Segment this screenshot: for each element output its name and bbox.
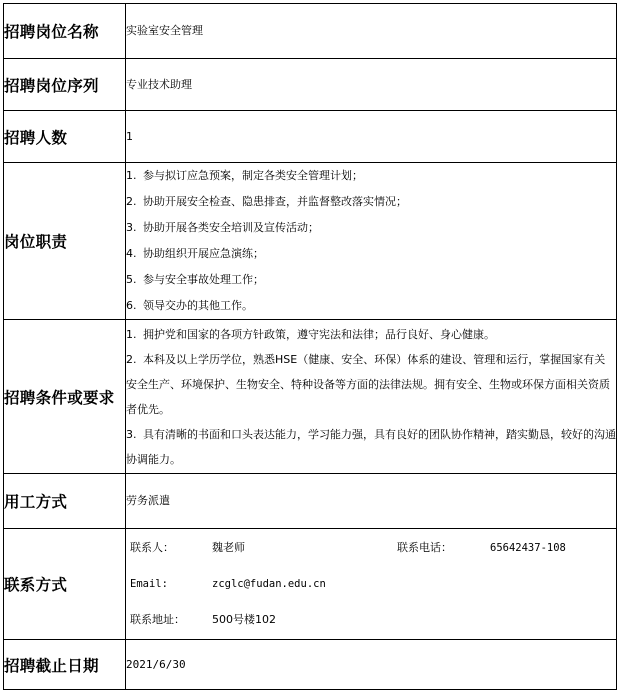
duty-item: 5. 参与安全事故处理工作； xyxy=(126,273,264,286)
contact-label: 联系方式 xyxy=(4,529,126,640)
duty-item: 2. 协助开展安全检查、隐患排查，并监督整改落实情况； xyxy=(126,195,407,208)
requirements-list xyxy=(126,320,617,474)
position-name-value: 实验室安全管理 xyxy=(126,4,617,59)
requirements-label: 招聘条件或要求 xyxy=(4,320,126,474)
headcount-value: 1 xyxy=(126,111,617,163)
row-contact xyxy=(4,529,617,640)
duties-label: 岗位职责 xyxy=(4,163,126,320)
contact-person-label: 联系人： xyxy=(130,541,174,554)
contact-address-label: 联系地址： xyxy=(130,613,185,626)
duty-item: 4. 协助组织开展应急演练； xyxy=(126,247,264,260)
job-posting-table xyxy=(3,3,617,690)
duty-item: 1. 参与拟订应急预案，制定各类安全管理计划； xyxy=(126,169,363,182)
duty-item: 3. 协助开展各类安全培训及宣传活动； xyxy=(126,221,319,234)
requirement-item: 2. 本科及以上学历学位，熟悉HSE（健康、安全、环保）体系的建设、管理和运行，掌握国家有关安全生产、环境保护、生物安全、特种设备等方面的法律法规。拥有安全、生物或环保方面相关资质者优先。 xyxy=(126,352,610,416)
position-name-label: 招聘岗位名称 xyxy=(4,4,126,59)
duties-list xyxy=(126,163,617,320)
row-position-series xyxy=(4,59,617,111)
employment-value: 劳务派遣 xyxy=(126,474,617,529)
contact-email: zcglc@fudan.edu.cn xyxy=(212,578,326,590)
contact-phone-label: 联系电话： xyxy=(397,541,452,554)
requirement-item: 3. 具有清晰的书面和口头表达能力，学习能力强，具有良好的团队协作精神，踏实勤恳，较好的沟通协调能力。 xyxy=(126,427,616,466)
position-series-value: 专业技术助理 xyxy=(126,59,617,111)
contact-address: 500号楼102 xyxy=(212,613,276,626)
duty-item: 6. 领导交办的其他工作。 xyxy=(126,299,253,312)
row-requirements xyxy=(4,320,617,474)
deadline-value: 2021/6/30 xyxy=(126,640,617,690)
contact-person: 魏老师 xyxy=(212,541,245,554)
headcount-label: 招聘人数 xyxy=(4,111,126,163)
row-headcount xyxy=(4,111,617,163)
deadline-label: 招聘截止日期 xyxy=(4,640,126,690)
contact-block xyxy=(126,529,617,640)
row-employment xyxy=(4,474,617,529)
contact-phone: 65642437-108 xyxy=(490,542,566,554)
position-series-label: 招聘岗位序列 xyxy=(4,59,126,111)
contact-email-label: Email: xyxy=(130,578,168,590)
row-duties xyxy=(4,163,617,320)
employment-label: 用工方式 xyxy=(4,474,126,529)
row-deadline xyxy=(4,640,617,690)
requirement-item: 1. 拥护党和国家的各项方针政策，遵守宪法和法律；品行良好、身心健康。 xyxy=(126,327,495,341)
row-position-name xyxy=(4,4,617,59)
